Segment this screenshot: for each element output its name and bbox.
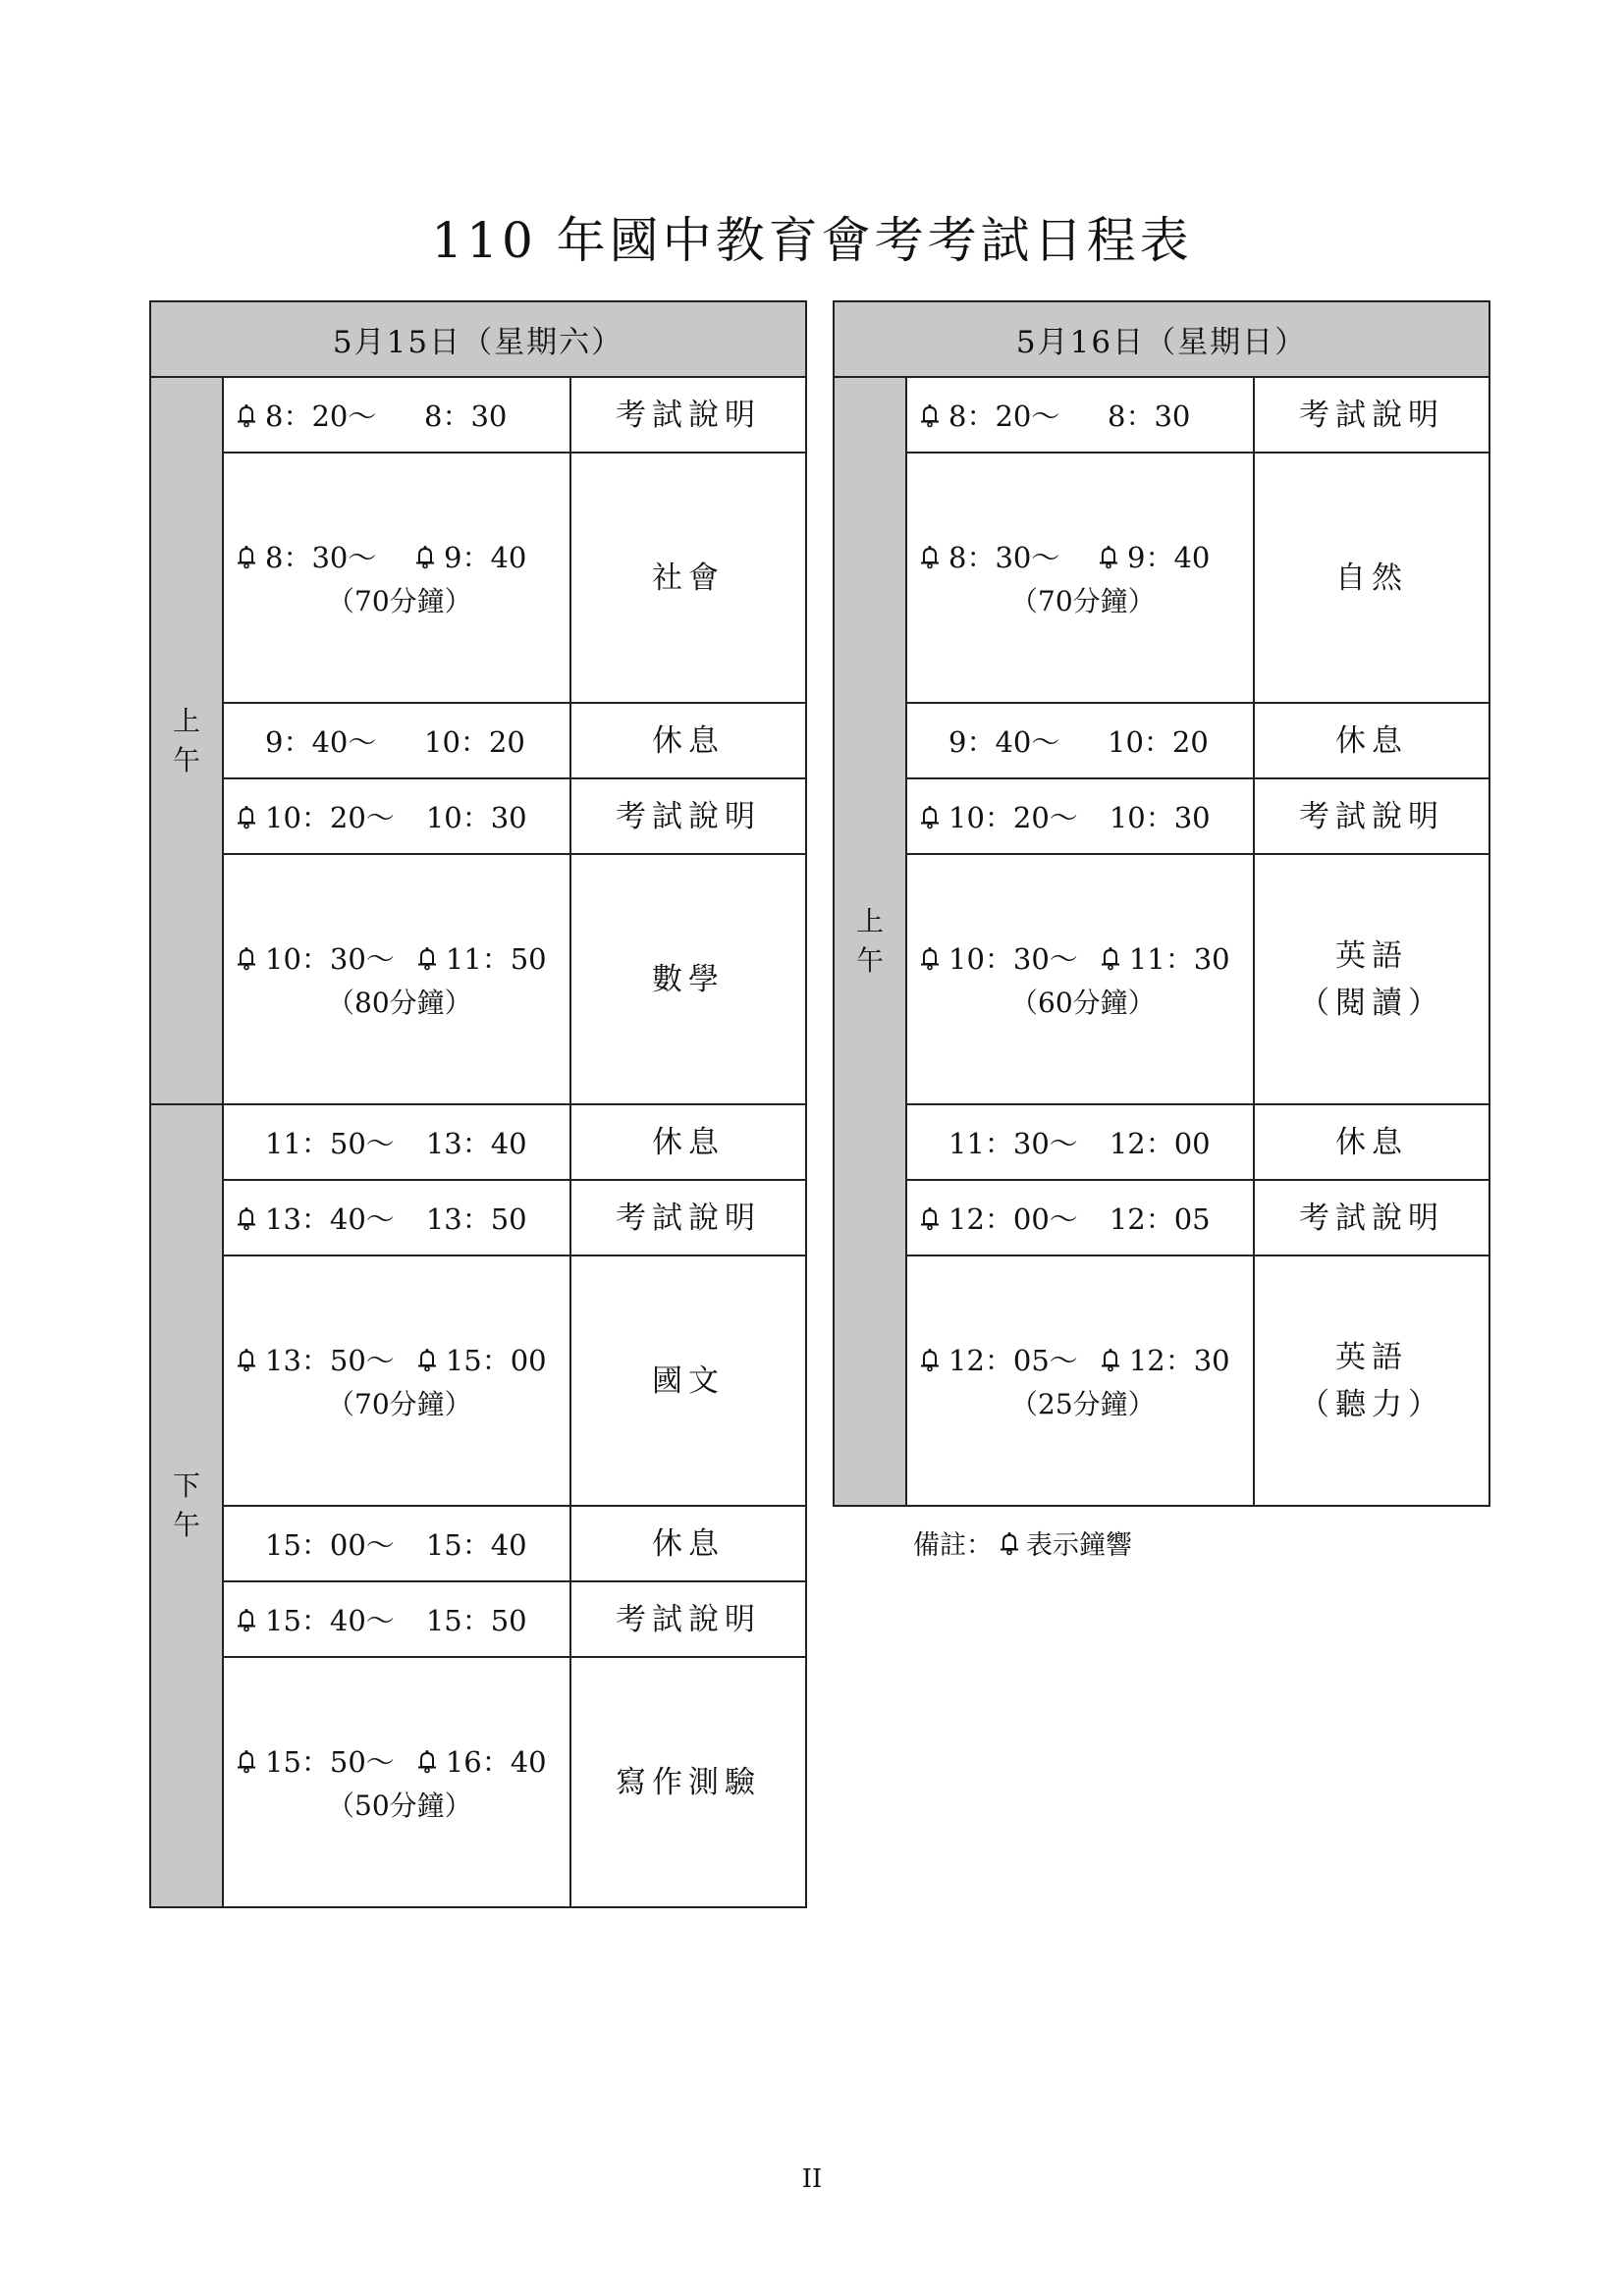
start-time: 10：20～ <box>265 801 395 834</box>
subject-cell <box>570 854 806 1104</box>
duration: （70分鐘） <box>1010 585 1156 617</box>
duration: （70分鐘） <box>327 1388 472 1420</box>
end-time-wrap <box>414 1122 527 1162</box>
subject-cell <box>570 1581 806 1657</box>
bell-icon <box>1098 1347 1123 1372</box>
end-time: 10：30 <box>425 801 527 834</box>
end-time: 12：00 <box>1109 1127 1211 1160</box>
start-time: 12：00～ <box>948 1202 1078 1236</box>
end-time-wrap <box>412 536 526 576</box>
end-time: 10：20 <box>1108 725 1209 759</box>
subject-label: 考試說明 <box>1299 1200 1444 1236</box>
time-range <box>234 796 569 836</box>
time-cell <box>223 377 570 453</box>
end-time: 9：40 <box>444 541 527 574</box>
subject-cell <box>1254 1255 1489 1506</box>
bell-icon <box>234 945 259 971</box>
time-range <box>234 1198 569 1238</box>
end-time-wrap <box>414 1523 527 1564</box>
schedule-row <box>150 453 806 703</box>
end-time: 16：40 <box>445 1745 547 1779</box>
end-time-wrap <box>1098 937 1230 978</box>
bell-icon <box>234 1607 259 1632</box>
day-header-row <box>834 301 1489 377</box>
time-cell <box>223 453 570 703</box>
bell-icon <box>917 402 943 428</box>
bell-icon <box>917 804 943 829</box>
subject-cell <box>570 1255 806 1506</box>
subject-label: （閱讀） <box>1299 985 1444 1021</box>
subject-label: 考試說明 <box>1299 397 1444 433</box>
end-time-wrap <box>414 796 527 836</box>
time-range <box>234 1122 569 1162</box>
duration: （25分鐘） <box>1010 1388 1156 1420</box>
duration: （50分鐘） <box>327 1789 472 1822</box>
start-time: 8：30～ <box>265 541 377 574</box>
time-cell <box>223 1657 570 1907</box>
time-range <box>234 721 569 761</box>
bell-icon <box>917 945 943 971</box>
subject-label: 考試說明 <box>1299 798 1444 834</box>
schedule-row <box>150 1255 806 1506</box>
end-time-wrap <box>1098 796 1211 836</box>
period-afternoon <box>150 1104 223 1907</box>
bell-icon <box>997 1530 1022 1556</box>
start-time: 15：00～ <box>265 1528 395 1562</box>
subject-label: 休息 <box>1335 1124 1408 1160</box>
time-cell <box>223 1180 570 1255</box>
subject-label: 休息 <box>1335 722 1408 759</box>
start-time: 10：30～ <box>265 942 395 976</box>
subject-cell <box>570 703 806 778</box>
end-time: 11：50 <box>445 942 547 976</box>
day-header: 5月15日（星期六） <box>150 301 806 377</box>
subject-label: 考試說明 <box>616 798 761 834</box>
subject-label: 寫作測驗 <box>616 1764 761 1800</box>
time-cell <box>906 778 1254 854</box>
day-header: 5月16日（星期日） <box>834 301 1489 377</box>
duration: （70分鐘） <box>327 585 472 617</box>
subject-cell <box>1254 453 1489 703</box>
subject-label: 社會 <box>652 560 725 596</box>
end-time-wrap <box>414 1599 527 1639</box>
start-time: 13：40～ <box>265 1202 395 1236</box>
schedule-row <box>150 1581 806 1657</box>
time-range <box>917 937 1253 978</box>
end-time-wrap <box>414 1198 527 1238</box>
schedule-row <box>150 1180 806 1255</box>
time-range <box>917 536 1253 576</box>
time-range <box>234 395 569 435</box>
time-cell <box>223 854 570 1104</box>
end-time-wrap <box>414 1339 547 1379</box>
schedule-row <box>834 377 1489 453</box>
time-cell <box>223 1104 570 1180</box>
page-number: II <box>801 2164 823 2194</box>
schedule-row <box>150 377 806 453</box>
schedule-row <box>150 1104 806 1180</box>
start-time: 12：05～ <box>948 1344 1078 1377</box>
time-range <box>234 1599 569 1639</box>
duration: （60分鐘） <box>1010 987 1156 1019</box>
start-time: 8：20～ <box>265 400 377 433</box>
bell-icon <box>917 1347 943 1372</box>
end-time-wrap <box>1098 1339 1230 1379</box>
schedule-row <box>150 1506 806 1581</box>
bell-icon <box>234 1347 259 1372</box>
subject-label: 考試說明 <box>616 1601 761 1637</box>
end-time: 10：20 <box>424 725 525 759</box>
time-cell <box>906 453 1254 703</box>
subject-cell <box>1254 854 1489 1104</box>
period-label: 上午 <box>172 704 200 776</box>
duration: （80分鐘） <box>327 987 472 1019</box>
end-time: 12：30 <box>1128 1344 1230 1377</box>
subject-cell <box>1254 1104 1489 1180</box>
start-time: 8：20～ <box>948 400 1060 433</box>
subject-label: 考試說明 <box>616 397 761 433</box>
bell-icon <box>917 544 943 569</box>
subject-cell <box>1254 703 1489 778</box>
end-time: 15：40 <box>425 1528 527 1562</box>
schedule-row <box>834 778 1489 854</box>
start-time: 11：50～ <box>265 1127 395 1160</box>
period-label: 上午 <box>855 905 884 977</box>
bell-icon <box>234 1748 259 1774</box>
time-cell <box>906 377 1254 453</box>
schedule-table-day1 <box>149 300 807 1908</box>
subject-cell <box>1254 1180 1489 1255</box>
subject-cell <box>570 377 806 453</box>
schedule-row <box>834 854 1489 1104</box>
subject-label: 考試說明 <box>616 1200 761 1236</box>
schedule-row <box>150 854 806 1104</box>
end-time: 12：05 <box>1109 1202 1211 1236</box>
note-suffix: 表示鐘響 <box>1026 1530 1132 1561</box>
time-cell <box>906 854 1254 1104</box>
end-time: 8：30 <box>424 400 508 433</box>
subject-cell <box>570 1657 806 1907</box>
bell-icon <box>414 945 440 971</box>
time-range <box>234 1740 569 1781</box>
subject-cell <box>570 1180 806 1255</box>
end-time: 10：30 <box>1109 801 1211 834</box>
end-time-wrap <box>1098 1198 1211 1238</box>
bell-icon <box>234 1205 259 1231</box>
time-range <box>917 395 1253 435</box>
time-cell <box>906 1255 1254 1506</box>
schedule-row <box>150 1657 806 1907</box>
schedule-row <box>834 1255 1489 1506</box>
schedule-row <box>834 1180 1489 1255</box>
subject-label: 休息 <box>652 722 725 759</box>
bell-icon <box>414 1748 440 1774</box>
day-header-row <box>150 301 806 377</box>
subject-cell <box>570 1104 806 1180</box>
subject-label: 數學 <box>652 961 725 997</box>
end-time-wrap <box>1096 721 1209 761</box>
subject-cell <box>570 778 806 854</box>
subject-cell <box>570 453 806 703</box>
bell-icon <box>414 1347 440 1372</box>
period-label: 下午 <box>172 1469 200 1541</box>
end-time: 15：00 <box>445 1344 547 1377</box>
start-time: 8：30～ <box>948 541 1060 574</box>
schedule-row <box>834 703 1489 778</box>
schedule-row <box>834 1104 1489 1180</box>
end-time: 9：40 <box>1127 541 1211 574</box>
time-range <box>917 1122 1253 1162</box>
bell-icon <box>1098 945 1123 971</box>
time-range <box>917 1198 1253 1238</box>
schedule-row <box>150 778 806 854</box>
time-range <box>234 536 569 576</box>
footnote <box>913 1523 1132 1562</box>
end-time: 15：50 <box>425 1604 527 1637</box>
period-morning <box>150 377 223 1104</box>
schedule-table-day2 <box>833 300 1490 1507</box>
time-cell <box>223 1506 570 1581</box>
end-time: 13：40 <box>425 1127 527 1160</box>
end-time-wrap <box>414 937 547 978</box>
subject-cell <box>1254 377 1489 453</box>
subject-label: 國文 <box>652 1362 725 1399</box>
note-prefix: 備註： <box>913 1530 993 1561</box>
time-range <box>917 1339 1253 1379</box>
bell-icon <box>1096 544 1121 569</box>
start-time: 15：40～ <box>265 1604 395 1637</box>
subject-label: 休息 <box>652 1124 725 1160</box>
end-time: 11：30 <box>1128 942 1230 976</box>
subject-label: 英語 <box>1335 1339 1408 1375</box>
end-time-wrap <box>412 721 525 761</box>
subject-cell <box>1254 778 1489 854</box>
subject-label: 休息 <box>652 1525 725 1562</box>
end-time-wrap <box>1096 536 1210 576</box>
time-cell <box>223 1255 570 1506</box>
subject-cell <box>570 1506 806 1581</box>
start-time: 10：20～ <box>948 801 1078 834</box>
subject-label: 英語 <box>1335 937 1408 974</box>
time-range <box>234 937 569 978</box>
start-time: 9：40～ <box>948 725 1060 759</box>
end-time: 8：30 <box>1108 400 1191 433</box>
end-time-wrap <box>412 395 507 435</box>
bell-icon <box>234 402 259 428</box>
end-time: 13：50 <box>425 1202 527 1236</box>
time-cell <box>223 778 570 854</box>
schedule-row <box>150 703 806 778</box>
end-time-wrap <box>414 1740 547 1781</box>
start-time: 13：50～ <box>265 1344 395 1377</box>
time-cell <box>906 1180 1254 1255</box>
start-time: 10：30～ <box>948 942 1078 976</box>
bell-icon <box>412 544 438 569</box>
time-cell <box>906 703 1254 778</box>
bell-icon <box>234 544 259 569</box>
page-title: 110 年國中教育會考考試日程表 <box>431 212 1193 269</box>
time-range <box>234 1339 569 1379</box>
end-time-wrap <box>1096 395 1190 435</box>
time-cell <box>223 1581 570 1657</box>
time-range <box>917 721 1253 761</box>
time-cell <box>223 703 570 778</box>
start-time: 11：30～ <box>948 1127 1078 1160</box>
subject-label: 自然 <box>1335 560 1408 596</box>
start-time: 15：50～ <box>265 1745 395 1779</box>
bell-icon <box>234 804 259 829</box>
end-time-wrap <box>1098 1122 1211 1162</box>
schedule-row <box>834 453 1489 703</box>
time-cell <box>906 1104 1254 1180</box>
start-time: 9：40～ <box>265 725 377 759</box>
subject-label: （聽力） <box>1299 1386 1444 1422</box>
bell-icon <box>917 1205 943 1231</box>
time-range <box>234 1523 569 1564</box>
time-range <box>917 796 1253 836</box>
period-morning <box>834 377 906 1506</box>
